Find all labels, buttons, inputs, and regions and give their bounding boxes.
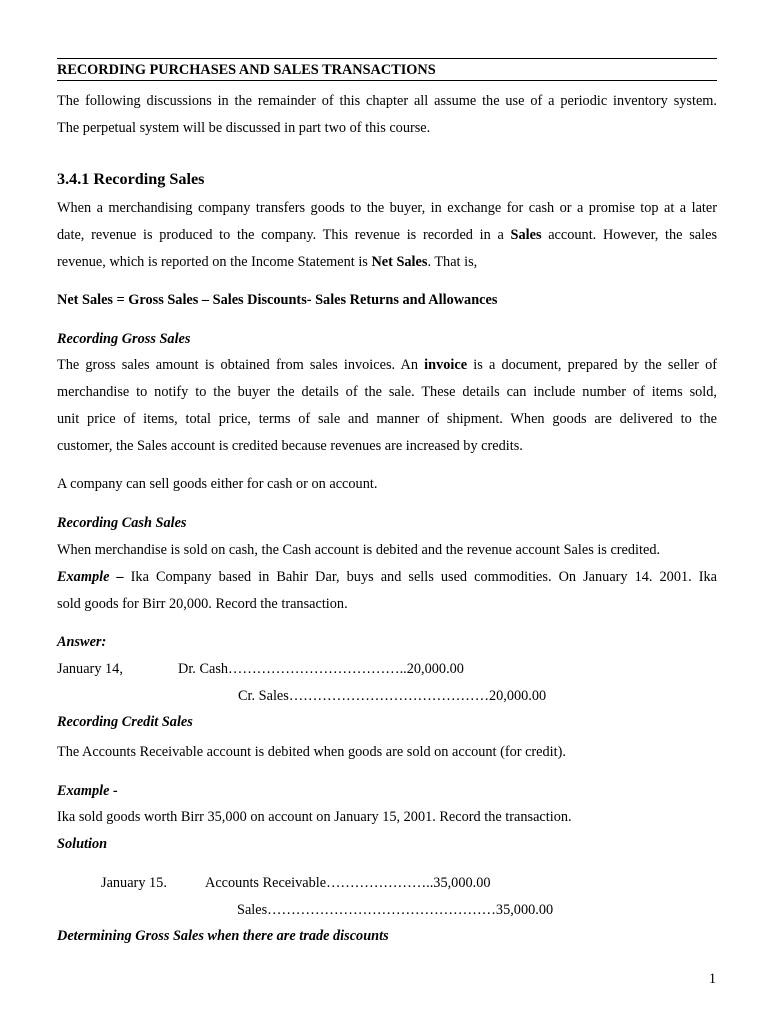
net-sales-term: Net Sales (371, 254, 428, 270)
entry-2-debit: Accounts Receivable…………………..35,000.00 (205, 875, 491, 891)
section-heading: 3.4.1 Recording Sales (57, 170, 205, 188)
sales-para-text: date, revenue is produced to the company. This revenue is recorded in a (57, 227, 511, 243)
gross-para-line-2: merchandise to notify to the buyer the details of the sale. These details can include number of items sold, (57, 384, 717, 400)
sales-para-text: account. However, the sales (541, 227, 718, 243)
page-number: 1 (708, 971, 716, 987)
net-sales-formula: Net Sales = Gross Sales – Sales Discounts- Sales Returns and Allowances (57, 292, 498, 308)
credit-sales-heading: Recording Credit Sales (57, 714, 193, 730)
cash-or-account-text: A company can sell goods either for cash or on account. (57, 476, 378, 492)
entry-1-debit: Dr. Cash………………………………..20,000.00 (178, 661, 464, 677)
sales-para-text: . That is, (427, 254, 478, 270)
example-1-line-2: sold goods for Birr 20,000. Record the transaction. (57, 596, 348, 612)
example-1-line-1 (57, 568, 717, 586)
answer-label: Answer: (57, 634, 107, 650)
sales-term: Sales (510, 227, 542, 243)
cash-sales-heading: Recording Cash Sales (57, 515, 187, 531)
credit-sales-para: The Accounts Receivable account is debited when goods are sold on account (for credit). (57, 744, 566, 760)
page-title: RECORDING PURCHASES AND SALES TRANSACTIONS (57, 62, 436, 78)
sales-para-line-2 (57, 226, 717, 244)
intro-line-1: The following discussions in the remainder of this chapter all assume the use of a periodic inventory system. (57, 93, 717, 109)
title-underline-rule (57, 80, 717, 81)
gross-para-line-3: unit price of items, total price, terms of sale and manner of shipment. When goods are delivered to the (57, 411, 717, 427)
gross-sales-heading: Recording Gross Sales (57, 331, 191, 347)
sales-para-line-1: When a merchandising company transfers goods to the buyer, in exchange for cash or a promise top at a later (57, 200, 717, 216)
entry-2-date: January 15. (101, 875, 167, 891)
intro-line-2: The perpetual system will be discussed in part two of this course. (57, 120, 431, 136)
sales-para-line-3 (57, 253, 717, 271)
invoice-term: invoice (424, 357, 468, 373)
entry-1-credit: Cr. Sales……………………………………20,000.00 (238, 688, 547, 704)
sales-para-text: revenue, which is reported on the Income Statement is (57, 254, 372, 270)
gross-para-text: The gross sales amount is obtained from sales invoices. An (57, 357, 425, 373)
entry-2-credit: Sales…………………………………………35,000.00 (237, 902, 554, 918)
solution-label: Solution (57, 836, 108, 852)
example-1-label: Example – (57, 569, 124, 585)
gross-para-text: is a document, prepared by the seller of (467, 357, 717, 373)
example-2-label: Example - (57, 783, 118, 799)
cash-sales-para: When merchandise is sold on cash, the Cash account is debited and the revenue account Sales is credited. (57, 542, 661, 558)
entry-1-date: January 14, (57, 661, 123, 677)
gross-para-line-1 (57, 356, 717, 374)
trade-discounts-heading: Determining Gross Sales when there are trade discounts (57, 928, 389, 944)
example-1-text: Ika Company based in Bahir Dar, buys and sells used commodities. On January 14. 2001. Ika (123, 569, 717, 585)
top-rule (57, 58, 717, 59)
example-2-text: Ika sold goods worth Birr 35,000 on account on January 15, 2001. Record the transaction. (57, 809, 572, 825)
gross-para-line-4: customer, the Sales account is credited because revenues are increased by credits. (57, 438, 523, 454)
